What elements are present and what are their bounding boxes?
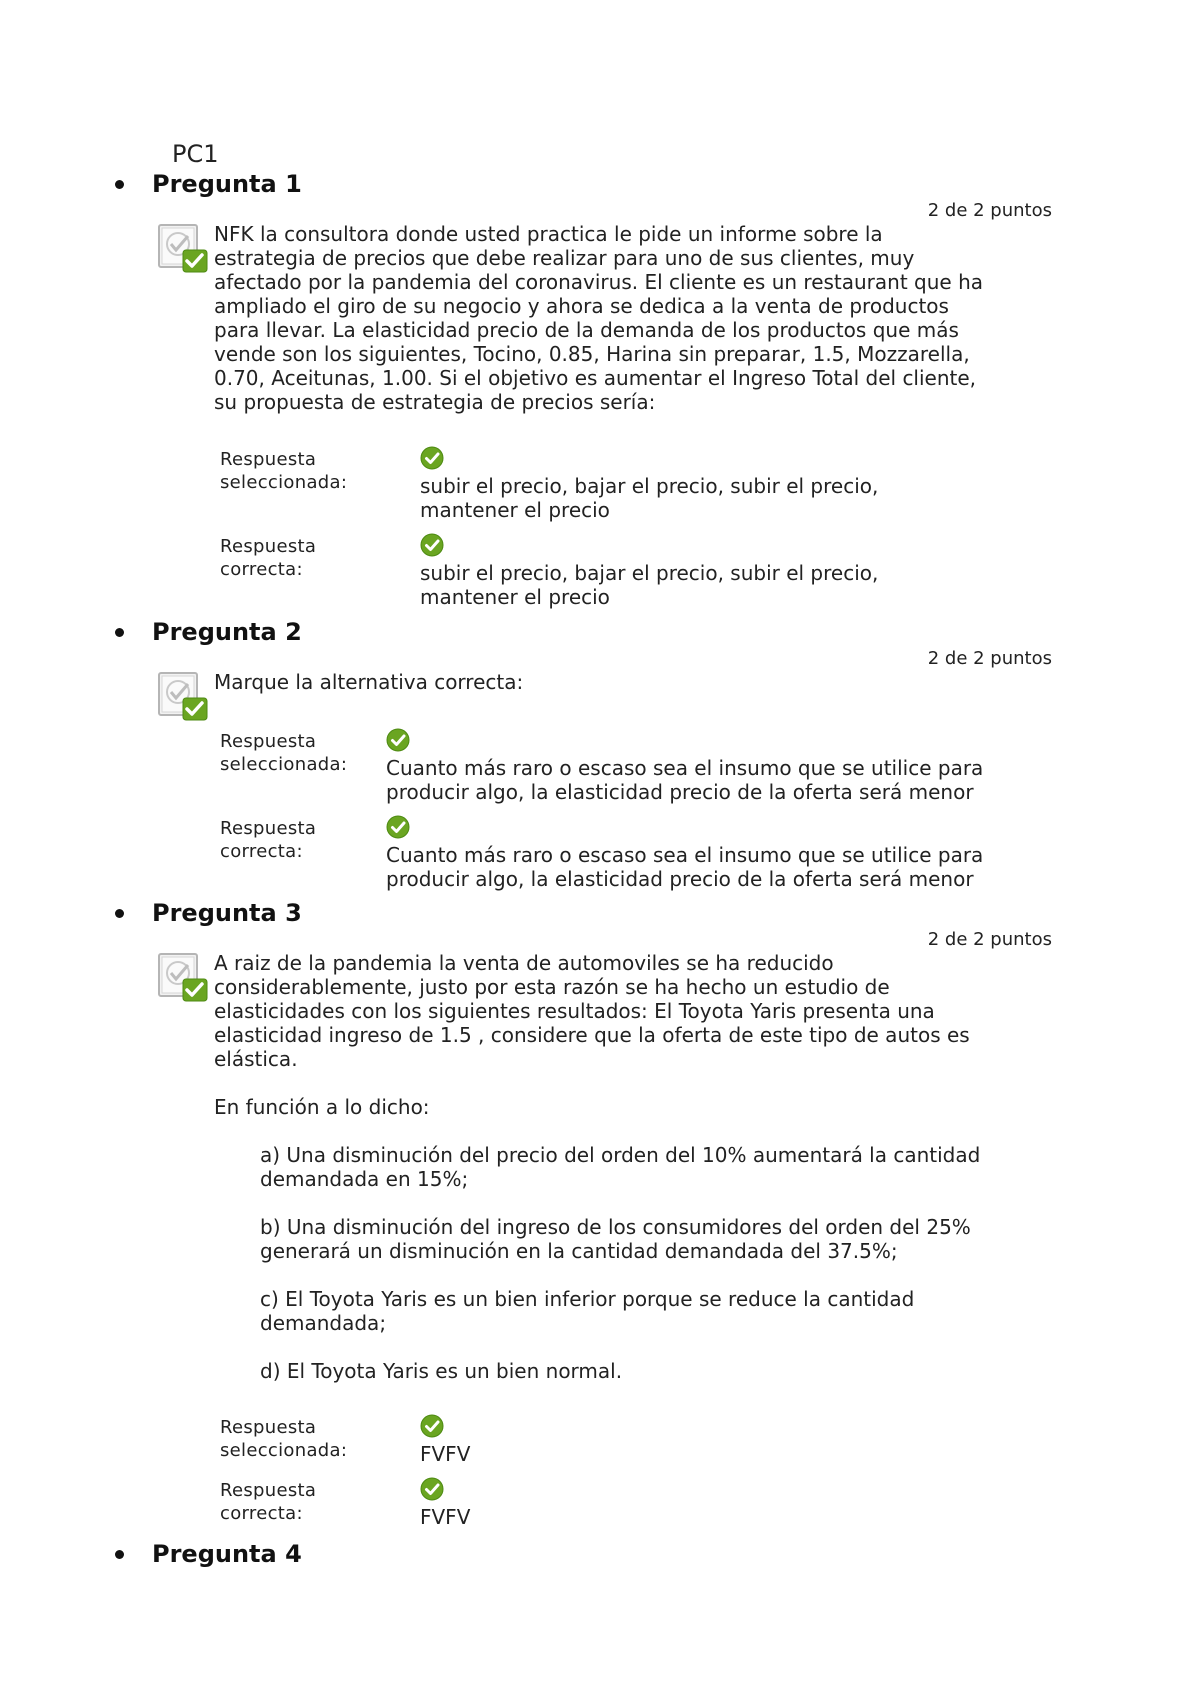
bullet-icon [115,1550,124,1559]
selected-answer-value: FVFV [420,1442,471,1466]
check-circle-icon [386,815,410,839]
statement-c: c) El Toyota Yaris es un bien inferior porque se reduce la cantidad demandada; [260,1287,915,1335]
question-header [115,899,302,927]
check-circle-icon [420,1477,444,1501]
question-text: Marque la alternativa correcta: [214,670,524,694]
question-title: Pregunta 1 [152,170,302,198]
checklist-check-icon [157,222,209,274]
selected-answer-value: subir el precio, bajar el precio, subir el precio, mantener el precio [420,474,879,522]
statement-b: b) Una disminución del ingreso de los consumidores del orden del 25% generará un disminución en la cantidad demandada del 37.5%; [260,1215,971,1263]
question-title: Pregunta 3 [152,899,302,927]
check-circle-icon [420,533,444,557]
check-circle-icon [420,446,444,470]
question-text: NFK la consultora donde usted practica le pide un informe sobre la estrategia de precios que debe realizar para uno de sus clientes, muy afectado por la pandemia del coronavirus. El cliente es un restaurant que ha ampliado el giro de su negocio y ahora se dedica a la venta de productos para llevar. La elasticidad precio de la demanda de los productos que más vende son los siguientes, Tocino, 0.85, Harina sin preparar, 1.5, Mozzarella, 0.70, Aceitunas, 1.00. Si el objetivo es aumentar el Ingreso Total del cliente, su propuesta de estrategia de precios sería: [214,222,984,414]
bullet-icon [115,909,124,918]
statement-d: d) El Toyota Yaris es un bien normal. [260,1359,623,1383]
bullet-icon [115,628,124,637]
question-title: Pregunta 4 [152,1540,302,1568]
checklist-check-icon [157,951,209,1003]
question-header [115,1540,302,1568]
question-header [115,170,302,198]
question-points: 2 de 2 puntos [927,648,1052,669]
question-points: 2 de 2 puntos [927,929,1052,950]
correct-answer-value: subir el precio, bajar el precio, subir el precio, mantener el precio [420,561,879,609]
selected-answer-label: Respuesta seleccionada: [220,731,348,775]
selected-answer-label: Respuesta seleccionada: [220,1417,348,1461]
selected-answer-label: Respuesta seleccionada: [220,449,348,493]
correct-answer-label: Respuesta correcta: [220,1480,317,1524]
question-intro: En función a lo dicho: [214,1095,430,1119]
question-text: A raiz de la pandemia la venta de automoviles se ha reducido considerablemente, justo por esta razón se ha hecho un estudio de elasticidades con los siguientes resultados: El Toyota Yaris presenta una elasticidad ingreso de 1.5 , considere que la oferta de este tipo de autos es elástica. En función a lo dicho: a) Una disminución del precio del orden del 10% aumentará la cantidad demandada en 15%; b) Una disminución del ingreso de los consumidores del orden del 25% generará un disminución en la cantidad demandada del 37.5%; c) El Toyota Yaris es un bien inferior porque se reduce la cantidad demandada; d) El Toyota Yaris es un bien normal. [214,951,1004,1383]
check-circle-icon [420,1414,444,1438]
check-circle-icon [386,728,410,752]
correct-answer-label: Respuesta correcta: [220,818,317,862]
question-points: 2 de 2 puntos [927,200,1052,221]
statement-a: a) Una disminución del precio del orden del 10% aumentará la cantidad demandada en 15%; [260,1143,981,1191]
bullet-icon [115,180,124,189]
correct-answer-label: Respuesta correcta: [220,536,317,580]
correct-answer-value: Cuanto más raro o escaso sea el insumo que se utilice para producir algo, la elasticidad precio de la oferta será menor [386,843,984,891]
correct-answer-value: FVFV [420,1505,471,1529]
checklist-check-icon [157,670,209,722]
question-header [115,618,302,646]
selected-answer-value: Cuanto más raro o escaso sea el insumo que se utilice para producir algo, la elasticidad precio de la oferta será menor [386,756,984,804]
question-title: Pregunta 2 [152,618,302,646]
document-title: PC1 [172,140,219,168]
